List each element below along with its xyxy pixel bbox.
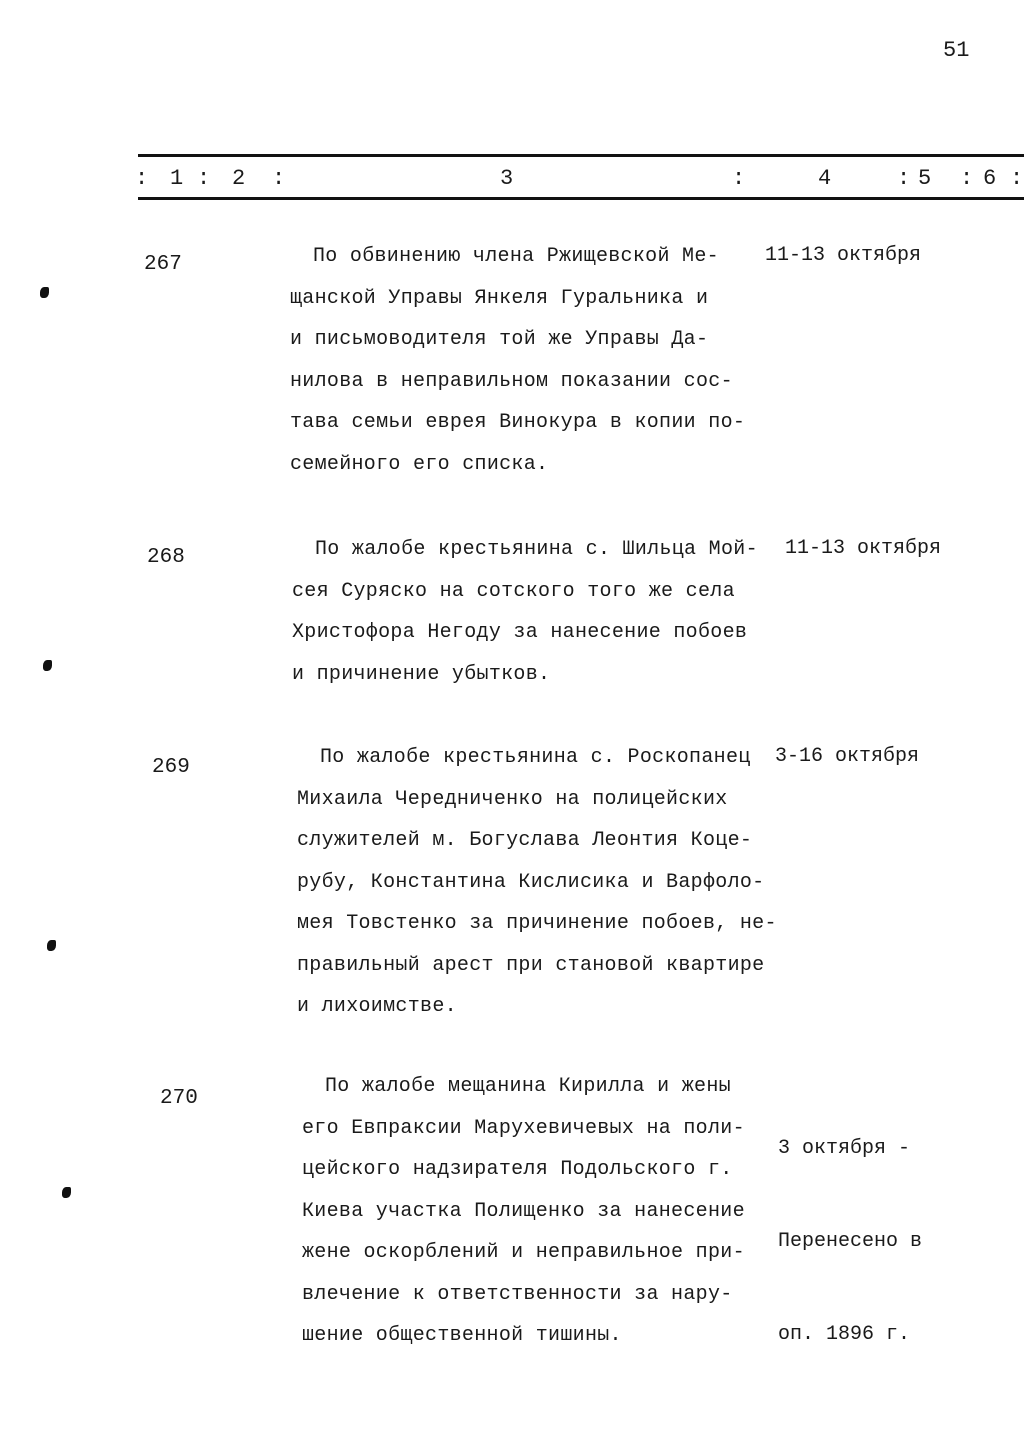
binding-hole-mark bbox=[47, 940, 56, 951]
entry-number: 270 bbox=[160, 1087, 198, 1110]
column-separator: : bbox=[1010, 166, 1024, 191]
date-line: 11-13 октября bbox=[765, 244, 922, 267]
text-line: По жалобе крестьянина с. Роскопанец bbox=[320, 746, 751, 769]
entry-description bbox=[302, 1066, 782, 1357]
entry-date bbox=[765, 240, 921, 271]
column-separator: : bbox=[897, 166, 911, 191]
text-line: По обвинению члена Ржищевской Ме- bbox=[313, 245, 719, 268]
date-line: 11-13 октября bbox=[785, 537, 942, 560]
column-header-2: 2 bbox=[232, 166, 246, 191]
text-line: Михаила Чередниченко на полицейских bbox=[297, 787, 728, 811]
entry-description bbox=[297, 737, 777, 1028]
text-line: его Евпраксии Марухевичевых на поли- bbox=[302, 1116, 745, 1140]
text-line: правильный арест при становой квартире bbox=[297, 953, 765, 977]
text-line: нилова в неправильном показании сос- bbox=[290, 369, 733, 393]
date-line: 3-16 октября bbox=[775, 745, 920, 768]
text-line: служителей м. Богуслава Леонтия Коце- bbox=[297, 829, 753, 852]
text-line: жене оскорблений и неправильное при- bbox=[302, 1241, 745, 1264]
text-line: и причинение убытков. bbox=[292, 662, 551, 686]
text-line: семейного его списка. bbox=[290, 452, 549, 476]
column-header-3: 3 bbox=[500, 166, 514, 191]
column-header-6: 6 bbox=[983, 166, 997, 191]
text-line: щанской Управы Янкеля Гуральника и bbox=[290, 286, 709, 310]
text-line: По жалобе мещанина Кирилла и жены bbox=[325, 1075, 731, 1098]
entry-description bbox=[292, 529, 772, 695]
column-separator: : bbox=[272, 166, 286, 191]
text-line: влечение к ответственности за нару- bbox=[302, 1282, 733, 1306]
date-line: оп. 1896 г. bbox=[778, 1323, 911, 1346]
entry-date bbox=[778, 1071, 922, 1412]
column-separator: : bbox=[960, 166, 974, 191]
column-separator: : bbox=[732, 166, 746, 191]
column-header-1: 1 bbox=[170, 166, 184, 191]
column-header-5: 5 bbox=[918, 166, 932, 191]
page-number: 51 bbox=[943, 38, 970, 63]
entry-date bbox=[785, 533, 941, 564]
header-bottom-rule bbox=[138, 197, 1024, 200]
binding-hole-mark bbox=[43, 660, 52, 671]
text-line: цейского надзирателя Подольского г. bbox=[302, 1158, 733, 1181]
binding-hole-mark bbox=[40, 287, 49, 298]
text-line: Христофора Негоду за нанесение побоев bbox=[292, 621, 748, 644]
entry-number: 268 bbox=[147, 546, 185, 569]
text-line: шение общественной тишины. bbox=[302, 1324, 622, 1347]
column-separator: : bbox=[197, 166, 211, 191]
column-separator: : bbox=[135, 166, 149, 191]
text-line: По жалобе крестьянина с. Шильца Мой- bbox=[315, 538, 758, 561]
date-line: Перенесено в bbox=[778, 1230, 923, 1253]
text-line: мея Товстенко за причинение побоев, не- bbox=[297, 912, 777, 935]
text-line: и лихоимстве. bbox=[297, 995, 457, 1018]
entry-number: 269 bbox=[152, 756, 190, 779]
entry-date bbox=[775, 741, 919, 772]
binding-hole-mark bbox=[62, 1187, 71, 1198]
text-line: и письмоводителя той же Управы Да- bbox=[290, 328, 709, 351]
text-line: тава семьи еврея Винокура в копии по- bbox=[290, 411, 746, 434]
text-line: рубу, Константина Кислисика и Варфоло- bbox=[297, 870, 765, 894]
column-header-4: 4 bbox=[818, 166, 832, 191]
date-line: 3 октября - bbox=[778, 1137, 911, 1160]
text-line: Киева участка Полищенко за нанесение bbox=[302, 1199, 745, 1223]
entry-number: 267 bbox=[144, 253, 182, 276]
entry-description bbox=[290, 236, 770, 485]
text-line: сея Суряско на сотского того же села bbox=[292, 579, 735, 603]
header-top-rule bbox=[138, 154, 1024, 157]
